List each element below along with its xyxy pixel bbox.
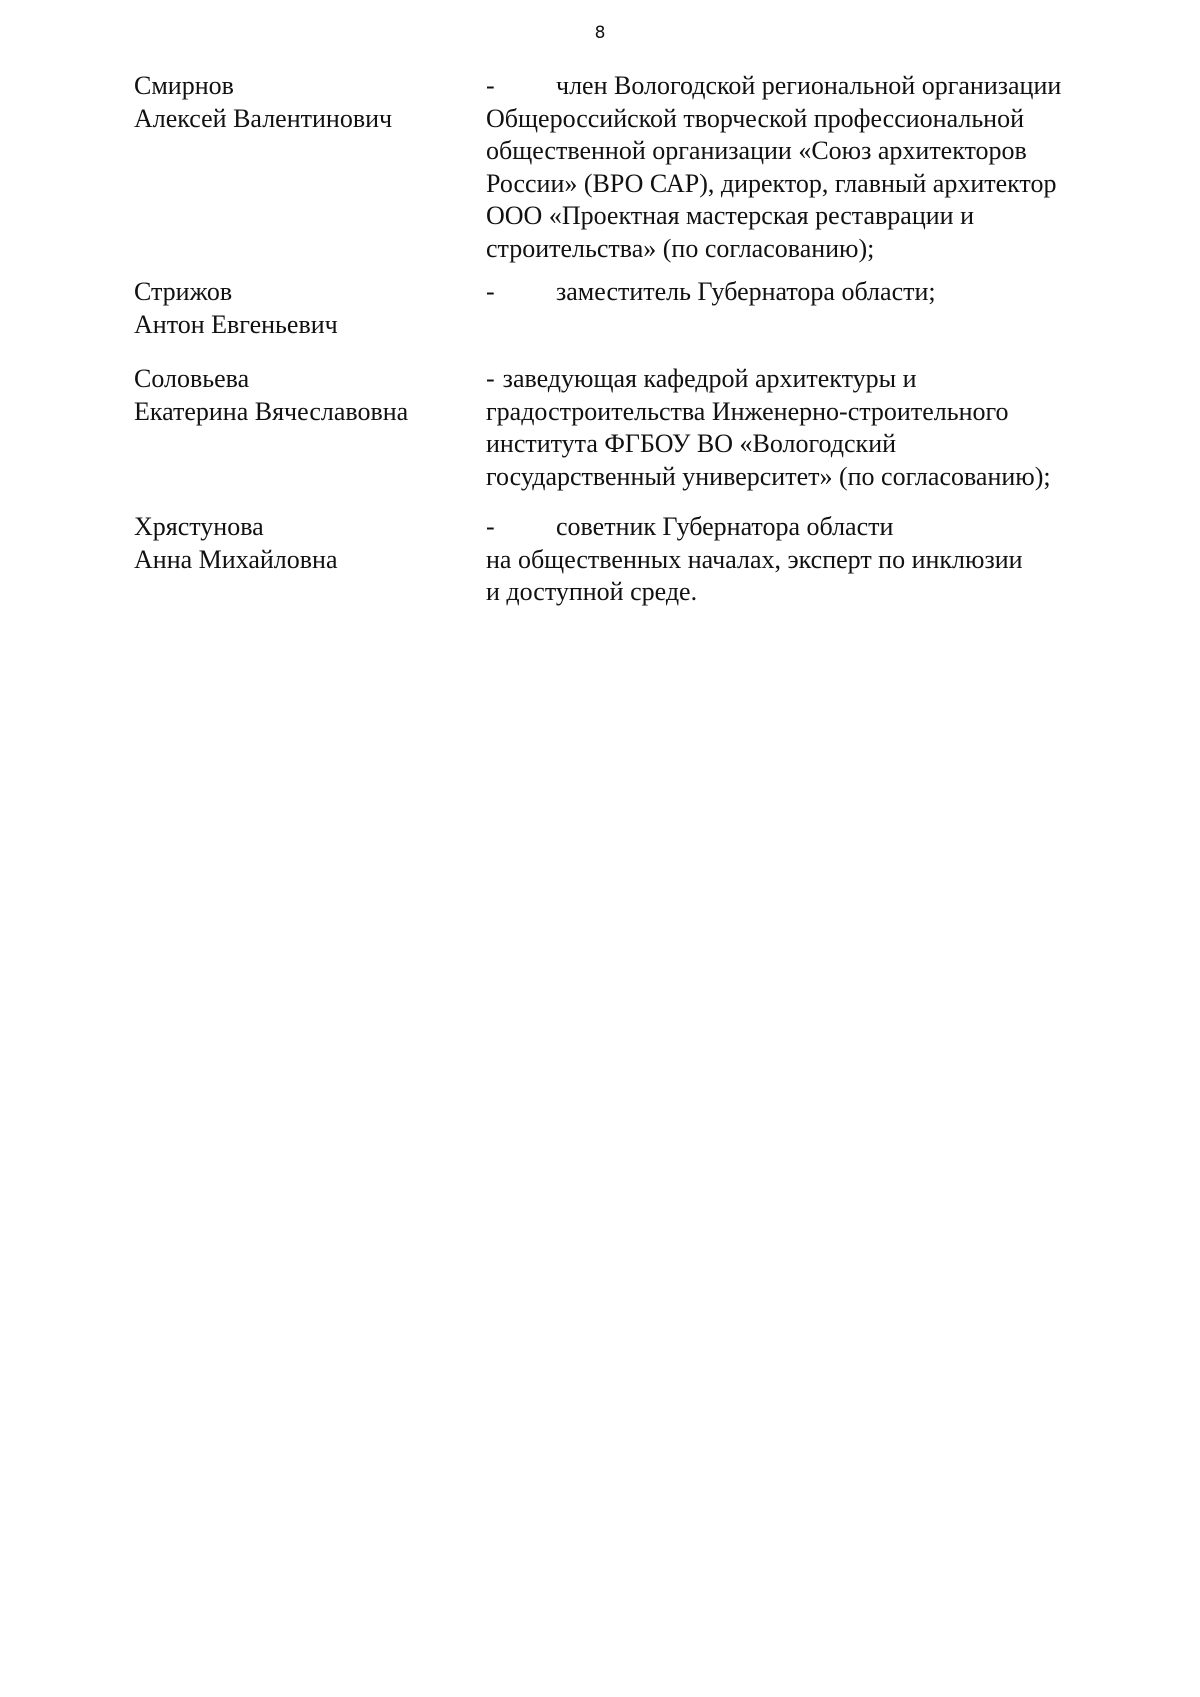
description-line: ООО «Проектная мастерская реставрации и [486,201,974,230]
member-entry-solovyeva [134,363,1124,498]
description-line: и доступной среде. [486,577,698,606]
dash-marker: - [486,364,495,393]
member-name [134,70,474,135]
description-text: советник Губернатора области [556,512,894,541]
description-text: член Вологодской региональной организации [556,71,1062,100]
member-surname: Хрястунова [134,512,264,541]
member-entry-khryastunova [134,511,1124,616]
member-given-names: Алексей Валентинович [134,103,393,133]
member-name [134,363,474,428]
member-entry-strizhov [134,276,1124,346]
member-surname: Соловьева [134,364,250,393]
description-line: института ФГБОУ ВО «Вологодский [486,429,897,458]
member-surname: Смирнов [134,71,234,100]
dash-marker: - [486,512,495,541]
description-text: заведующая кафедрой архитектуры и [502,364,917,393]
member-given-names: Екатерина Вячеславовна [134,396,409,426]
member-description [486,276,1126,309]
dash-marker: - [486,71,495,100]
member-given-names: Антон Евгеньевич [134,309,338,339]
description-line: на общественных началах, эксперт по инклюзии [486,544,1023,574]
dash-marker: - [486,277,495,306]
description-line [486,511,1126,544]
member-description [486,70,1126,265]
description-line: общественной организации «Союз архитекторов [486,136,1027,165]
description-line: России» (ВРО САР), директор, главный архитектор [486,168,1057,198]
description-text: заместитель Губернатора области; [556,277,936,306]
description-line: Общероссийской творческой профессиональной [486,103,1025,133]
member-given-names: Анна Михайловна [134,544,338,574]
member-surname: Стрижов [134,277,233,306]
member-entry-smirnov [134,70,1124,270]
member-name [134,276,474,341]
page-number: 8 [594,23,606,43]
description-line [486,363,1126,396]
member-description [486,511,1126,609]
description-line: государственный университет» (по согласованию); [486,461,1051,491]
description-line: градостроительства Инженерно-строительного [486,396,1009,426]
member-description [486,363,1126,493]
description-line: строительства» (по согласованию); [486,233,875,263]
description-line [486,276,1126,309]
description-line [486,70,1126,103]
member-name [134,511,474,576]
